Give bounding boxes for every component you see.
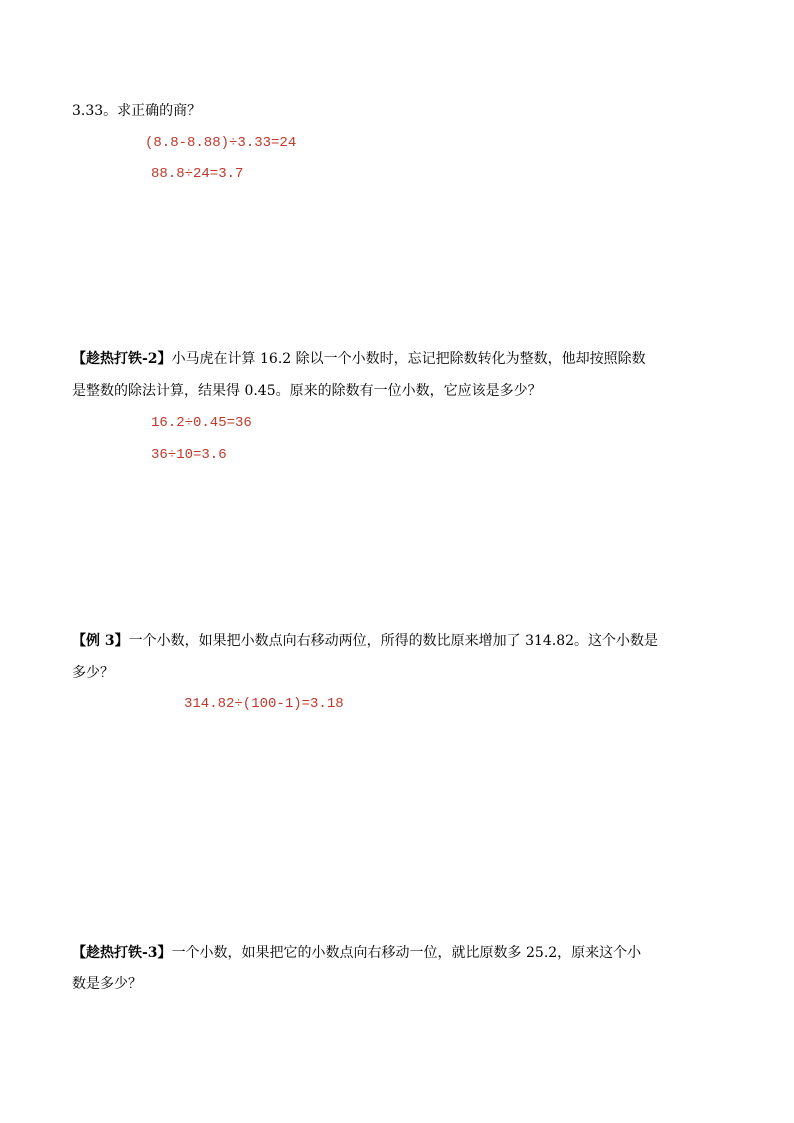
question-text: 是整数的除法计算，结果得 0.45。原来的除数有一位小数，它应该是多少？ bbox=[72, 383, 542, 399]
question-text: 一个小数，如果把小数点向右移动两位，所得的数比原来增加了 314.82。这个小数是 bbox=[128, 633, 659, 649]
exercise-label: 【趁热打铁-2】 bbox=[72, 351, 172, 367]
answer-line: 16.2÷0.45=36 bbox=[151, 415, 252, 431]
question-text: 数是多少？ bbox=[72, 976, 142, 992]
answer-line: 88.8÷24=3.7 bbox=[151, 166, 244, 182]
question-line bbox=[72, 631, 658, 651]
question-text: 3.33。求正确的商？ bbox=[72, 103, 202, 119]
answer-line: (8.8-8.88)÷3.33=24 bbox=[145, 135, 297, 151]
example-label: 【例 3】 bbox=[72, 633, 129, 649]
question-text: 小马虎在计算 16.2 除以一个小数时，忘记把除数转化为整数，他却按照除数 bbox=[171, 351, 646, 367]
question-line bbox=[72, 943, 641, 963]
answer-line: 314.82÷(100-1)=3.18 bbox=[184, 696, 344, 712]
question-text: 一个小数，如果把它的小数点向右移动一位，就比原数多 25.2，原来这个小 bbox=[171, 945, 642, 961]
exercise-label: 【趁热打铁-3】 bbox=[72, 945, 172, 961]
question-text: 多少？ bbox=[72, 665, 114, 681]
answer-line: 36÷10=3.6 bbox=[151, 447, 227, 463]
question-line bbox=[72, 349, 646, 369]
